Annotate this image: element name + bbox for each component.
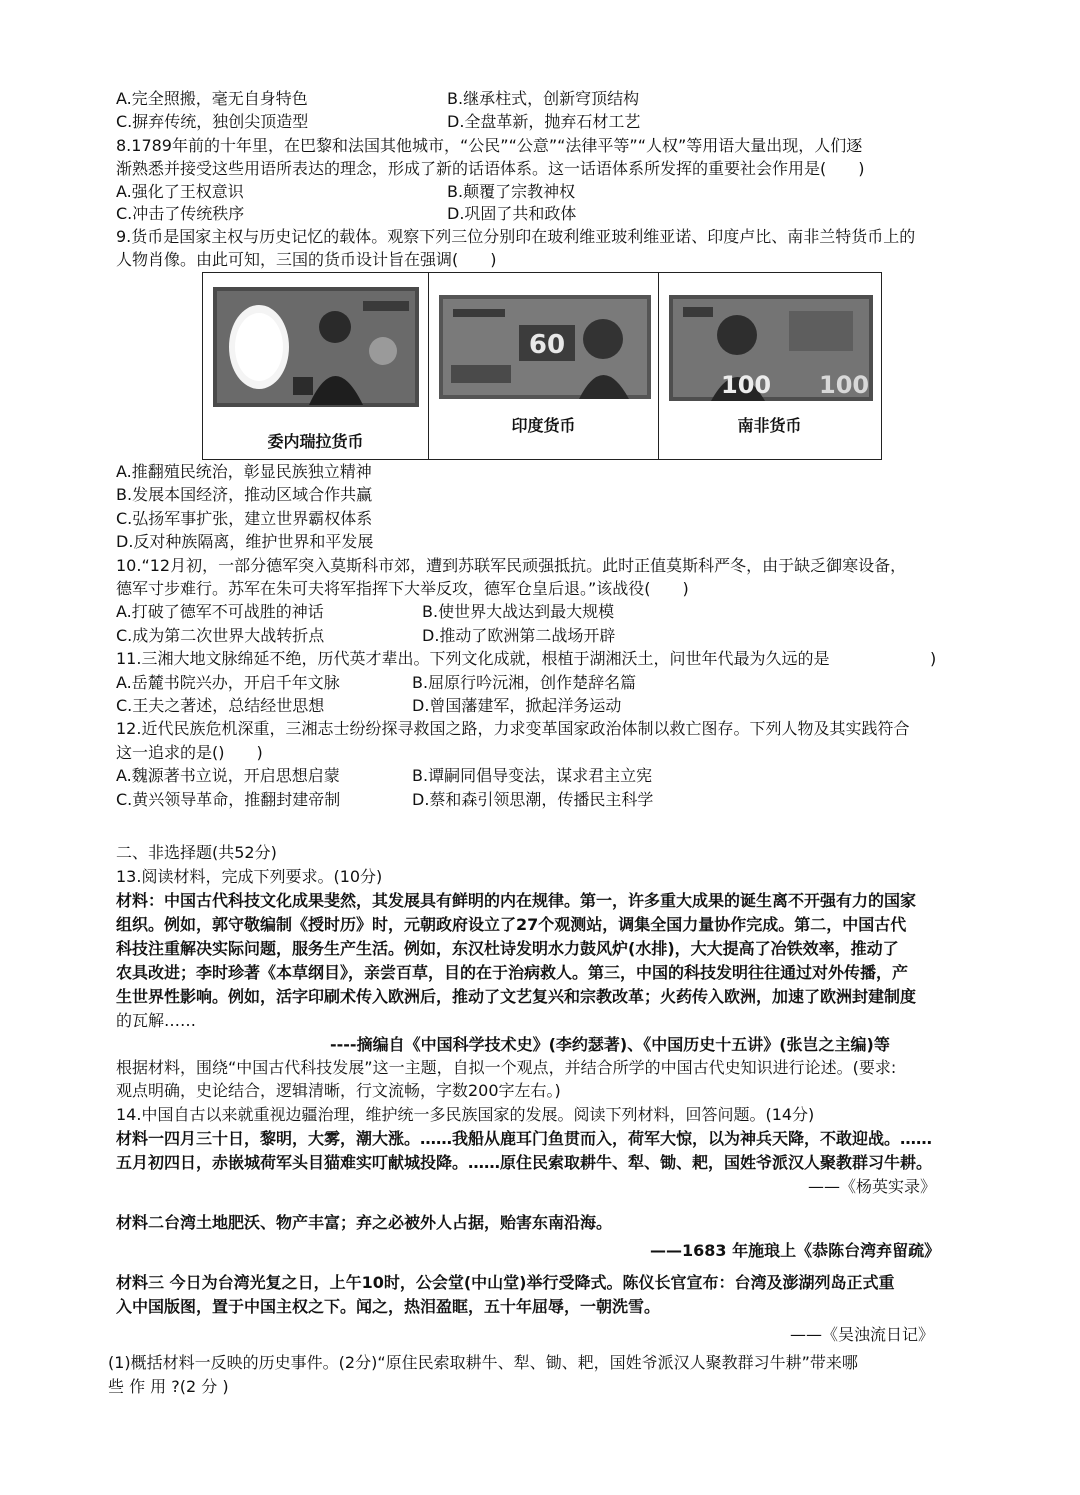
q11-option-d: D.曾国藩建军，掀起洋务运动 (412, 696, 622, 715)
q7-option-d: D.全盘革新，抛弃石材工艺 (447, 112, 641, 131)
q11-option-b: B.屈原行吟沅湘，创作楚辞名篇 (412, 673, 637, 692)
currency-figure (202, 272, 882, 460)
q9-option-a: A.推翻殖民统治，彰显民族独立精神 (116, 462, 372, 481)
q14-stem: 14.中国自古以来就重视边疆治理，维护统一多民族国家的发展。阅读下列材料，回答问题。(14分) (116, 1105, 815, 1124)
q14-material2-source: ——1683 年施琅上《恭陈台湾弃留疏》 (650, 1241, 941, 1260)
q13-material-line6: 的瓦解…… (116, 1011, 197, 1030)
q10-option-c: C.成为第二次世界大战转折点 (116, 626, 325, 645)
venezuela-currency-label: 委内瑞拉货币 (267, 432, 364, 451)
q7-option-c: C.摒弃传统，独创尖顶造型 (116, 112, 309, 131)
q12-option-d: D.蔡和森引领思潮，传播民主科学 (412, 790, 654, 809)
q13-task-line2: 观点明确，史论结合，逻辑清晰，行文流畅，字数200字左右。) (116, 1081, 561, 1100)
venezuela-banknote-image (213, 287, 419, 407)
q13-material-line3: 科技注重解决实际问题，服务生产生活。例如，东汉杜诗发明水力鼓风炉(水排)，大大提高了冶铁效率，推动了 (116, 939, 899, 958)
q7-option-a: A.完全照搬，毫无自身特色 (116, 89, 308, 108)
q14-material1-line2: 五月初四日，赤嵌城荷军头目猫难实叮献城投降。……原住民索取耕牛、犁、锄、耙，国姓爷派汉人聚教群习牛耕。 (116, 1153, 933, 1172)
q14-material3-source: ——《吴浊流日记》 (790, 1325, 935, 1344)
q14-material1-source: ——《杨英实录》 (808, 1177, 937, 1196)
q13-material-line4: 农具改进；李时珍著《本草纲目》，亲尝百草，目的在于治病救人。第三，中国的科技发明往往通过对外传播，产 (116, 963, 909, 982)
q9-option-c: C.弘扬军事扩张，建立世界霸权体系 (116, 509, 373, 528)
q8-option-a: A.强化了王权意识 (116, 182, 244, 201)
q10-stem-line1: 10.“12月初，一部分德军突入莫斯科市郊，遭到苏联军民顽强抵抗。此时正值莫斯科严冬，由于缺乏御寒设备， (116, 556, 907, 575)
currency-cell-south-africa (658, 273, 880, 459)
q8-stem-line1: 8.1789年前的十年里，在巴黎和法国其他城市，“公民”“公意”“法律平等”“人权”等用语大量出现，人们逐 (116, 136, 863, 155)
q9-stem-line2: 人物肖像。由此可知，三国的货币设计旨在强调( ) (116, 250, 497, 269)
q8-option-c: C.冲击了传统秩序 (116, 204, 245, 223)
q13-material-line2: 组织。例如，郭守敬编制《授时历》时，元朝政府设立了27个观测站，调集全国力量协作完成。第二，中国古代 (116, 915, 907, 934)
q13-material-line1: 材料：中国古代科技文化成果斐然，其发展具有鲜明的内在规律。第一，许多重大成果的诞生离不开强有力的国家 (116, 891, 917, 910)
india-currency-label: 印度货币 (511, 416, 576, 435)
q14-sub1-line2: 些 作 用 ?(2 分 ) (108, 1377, 229, 1396)
q13-stem: 13.阅读材料，完成下列要求。(10分) (116, 867, 383, 886)
q12-option-b: B.谭嗣同倡导变法，谋求君主立宪 (412, 766, 653, 785)
q9-stem-line1: 9.货币是国家主权与历史记忆的载体。观察下列三位分别印在玻利维亚玻利维亚诺、印度卢比、南非兰特货币上的 (116, 227, 916, 246)
q10-option-a: A.打破了德军不可战胜的神话 (116, 602, 324, 621)
q10-stem-line2: 德军寸步难行。苏军在朱可夫将军指挥下大举反攻，德军仓皇后退。”该战役( ) (116, 579, 689, 598)
south-africa-note-denomination: 100 (721, 371, 772, 399)
q13-source: ----摘编自《中国科学技术史》(李约瑟著)、《中国历史十五讲》(张岂之主编)等 (330, 1035, 890, 1054)
india-note-denomination: 60 (528, 330, 566, 360)
south-africa-note-denomination-2: 100 (819, 371, 870, 399)
currency-cell-venezuela (203, 273, 428, 459)
q9-option-b: B.发展本国经济，推动区域合作共赢 (116, 485, 373, 504)
q10-option-b: B.使世界大战达到最大规模 (422, 602, 615, 621)
q12-stem-line2: 这一追求的是() ) (116, 743, 263, 762)
q9-option-d: D.反对种族隔离，维护世界和平发展 (116, 532, 374, 551)
q12-option-a: A.魏源著书立说，开启思想启蒙 (116, 766, 340, 785)
q11-stem: 11.三湘大地文脉绵延不绝，历代英才辈出。下列文化成就，根植于湖湘沃土，问世年代最为久远的是 (116, 649, 830, 668)
south-africa-banknote-image (669, 295, 873, 401)
south-africa-currency-label: 南非货币 (737, 416, 802, 435)
q11-option-c: C.王夫之著述，总结经世思想 (116, 696, 325, 715)
q11-option-a: A.岳麓书院兴办，开启千年文脉 (116, 673, 340, 692)
q13-material-line5: 生世界性影响。例如，活字印刷术传入欧洲后，推动了文艺复兴和宗教改革；火药传入欧洲，加速了欧洲封建制度 (116, 987, 917, 1006)
q14-material3-line1: 材料三 今日为台湾光复之日，上午10时，公会堂(中山堂)举行受降式。陈仪长官宣布：台湾及澎湖列岛正式重 (116, 1273, 895, 1292)
q14-material1-line1: 材料一四月三十日，黎明，大雾，潮大涨。……我船从鹿耳门鱼贯而入，荷军大惊，以为神兵天降，不敢迎战。…… (116, 1129, 933, 1148)
section-2-title: 二、非选择题(共52分) (116, 843, 277, 862)
q14-material2: 材料二台湾土地肥沃、物产丰富；弃之必被外人占据，贻害东南沿海。 (116, 1213, 613, 1232)
q12-option-c: C.黄兴领导革命，推翻封建帝制 (116, 790, 341, 809)
currency-cell-india (428, 273, 658, 459)
q12-stem-line1: 12.近代民族危机深重，三湘志士纷纷探寻救国之路，力求变革国家政治体制以救亡图存。下列人物及其实践符合 (116, 719, 910, 738)
q8-option-b: B.颠覆了宗教神权 (447, 182, 576, 201)
q8-option-d: D.巩固了共和政体 (447, 204, 577, 223)
india-banknote-image (439, 295, 651, 399)
q14-material3-line2: 入中国版图，置于中国主权之下。闻之，热泪盈眶，五十年屈辱，一朝洗雪。 (116, 1297, 661, 1316)
q13-task-line1: 根据材料，围绕“中国古代科技发展”这一主题，自拟一个观点，并结合所学的中国古代史知识进行论述。(要求: (116, 1058, 897, 1077)
q14-sub1-line1: (1)概括材料一反映的历史事件。(2分)“原住民索取耕牛、犁、锄、耙，国姓爷派汉人聚教群习牛耕”带来哪 (108, 1353, 858, 1372)
q11-paren: ) (930, 649, 937, 668)
q10-option-d: D.推动了欧洲第二战场开辟 (422, 626, 616, 645)
q8-stem-line2: 渐熟悉并接受这些用语所表达的理念，形成了新的话语体系。这一话语体系所发挥的重要社会作用是( ) (116, 159, 865, 178)
q7-option-b: B.继承柱式，创新穹顶结构 (447, 89, 640, 108)
